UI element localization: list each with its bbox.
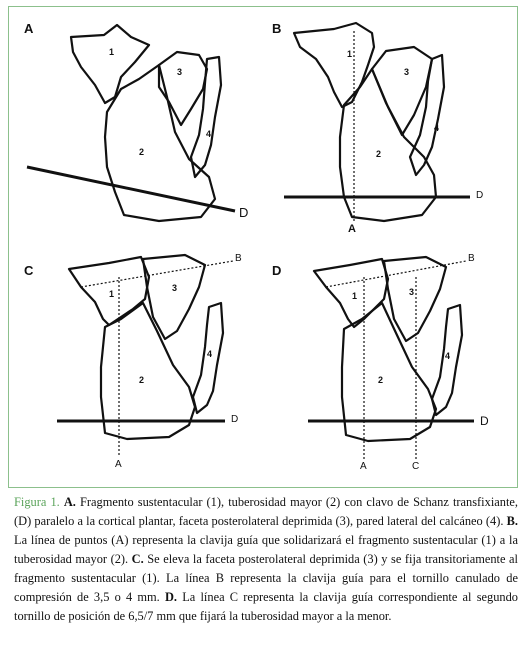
line-label: D bbox=[231, 414, 239, 425]
figure-label: Figura 1. bbox=[14, 495, 60, 509]
panel-label: B bbox=[272, 21, 282, 36]
panel-label: D bbox=[272, 263, 282, 278]
line-label: D bbox=[480, 414, 489, 428]
panel-b bbox=[264, 7, 514, 247]
figure-caption bbox=[14, 493, 518, 626]
fragment-number: 4 bbox=[434, 123, 440, 133]
caption-part-label: D. bbox=[164, 590, 178, 604]
figure-frame bbox=[8, 6, 518, 488]
fragment-3 bbox=[159, 52, 207, 125]
panel-label: C bbox=[24, 263, 34, 278]
panel-b-drawing bbox=[264, 7, 514, 247]
panel-c bbox=[9, 247, 259, 487]
fragment-number: 4 bbox=[207, 349, 213, 359]
panel-d bbox=[264, 247, 514, 487]
panel-a-drawing bbox=[9, 7, 259, 247]
line-label: B bbox=[468, 253, 475, 264]
fragment-number: 3 bbox=[172, 283, 178, 293]
line-label: A bbox=[360, 461, 367, 472]
fragment-1 bbox=[294, 23, 374, 107]
fragment-number: 3 bbox=[177, 67, 183, 77]
panel-label: A bbox=[24, 21, 34, 36]
panel-a bbox=[9, 7, 259, 247]
fragment-number: 4 bbox=[445, 351, 451, 361]
caption-part-label: A. bbox=[63, 495, 76, 509]
fragment-number: 2 bbox=[139, 375, 145, 385]
fragment-number: 4 bbox=[206, 129, 212, 139]
fragment-1 bbox=[71, 25, 149, 103]
panel-d-drawing bbox=[264, 247, 514, 487]
fragment-number: 2 bbox=[139, 147, 145, 157]
line-label: D bbox=[239, 205, 249, 220]
fragment-number: 1 bbox=[347, 49, 353, 59]
line-label: A bbox=[115, 459, 122, 470]
fragment-number: 1 bbox=[109, 289, 115, 299]
panel-c-drawing bbox=[9, 247, 259, 487]
caption-part-label: B. bbox=[506, 514, 518, 528]
line-b bbox=[81, 261, 233, 287]
fragment-number: 2 bbox=[378, 375, 384, 385]
caption-part-text: La línea C representa la clavija guía correspondiente al segundo tornillo de posición de 6,5/7 mm que fijará la tuberosidad mayor a la menor. bbox=[14, 590, 519, 623]
fragment-number: 1 bbox=[109, 47, 115, 57]
line-label: B bbox=[235, 253, 242, 264]
line-label: D bbox=[476, 190, 484, 201]
fragment-number: 3 bbox=[409, 287, 415, 297]
fragment-number: 2 bbox=[376, 149, 382, 159]
caption-part-text: Se eleva la faceta posterolateral deprimida (3) y se fija transitoriamente al fragmento sustentacular (1). La línea B representa la clavija guía para el tornillo canulado de compresión de 3,5 o 4 mm. bbox=[14, 552, 518, 604]
fragment-number: 1 bbox=[352, 291, 358, 301]
line-label: A bbox=[348, 223, 356, 235]
fragment-4 bbox=[191, 57, 221, 177]
caption-part-text: La línea de puntos (A) representa la clavija guía que solidarizará el fragmento sustentacular (1) a la tuberosidad mayor (2). bbox=[14, 533, 518, 566]
caption-part-text: Fragmento sustentacular (1), tuberosidad mayor (2) con clavo de Schanz transfixiante, (D) paralelo a la cortical plantar, faceta posterolateral deprimida (3), pared lateral del calcáneo (4). bbox=[14, 495, 518, 528]
line-label: C bbox=[412, 461, 420, 472]
caption-part-label: C. bbox=[131, 552, 144, 566]
fragment-1 bbox=[314, 259, 388, 327]
fragment-number: 3 bbox=[404, 67, 410, 77]
